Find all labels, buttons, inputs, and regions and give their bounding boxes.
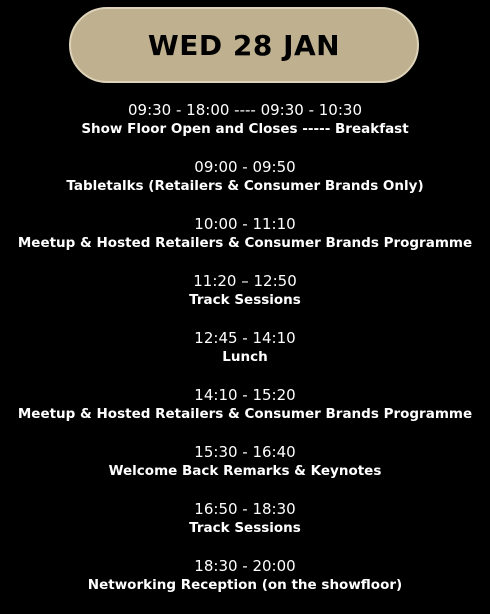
agenda-item-time: 11:20 – 12:50 [193,272,297,290]
agenda-item-title: Networking Reception (on the showfloor) [87,577,403,593]
agenda-item-time: 10:00 - 11:10 [194,215,296,233]
agenda-item-title: Track Sessions [189,520,301,536]
agenda-item [0,386,490,443]
agenda-item-time: 12:45 - 14:10 [194,329,296,347]
agenda-item [0,500,490,557]
agenda-item-title: Show Floor Open and Closes ----- Breakfast [81,121,409,137]
agenda-item-time: 09:00 - 09:50 [194,158,296,176]
agenda-item-title: Meetup & Hosted Retailers & Consumer Brands Programme [17,235,473,251]
agenda-item [0,101,490,158]
agenda-item [0,158,490,215]
agenda-item-time: 15:30 - 16:40 [194,443,296,461]
agenda-item [0,329,490,386]
agenda-item [0,557,490,614]
day-header-pill [69,7,419,83]
agenda-item-title: Tabletalks (Retailers & Consumer Brands Only) [66,178,424,194]
agenda-item [0,272,490,329]
day-title: WED 28 JAN [147,28,341,62]
agenda-item-title: Lunch [222,349,268,365]
agenda-item [0,215,490,272]
agenda-item-time: 09:30 - 18:00 ---- 09:30 - 10:30 [128,101,362,119]
agenda-item-title: Meetup & Hosted Retailers & Consumer Brands Programme [17,406,473,422]
agenda-item-title: Track Sessions [189,292,301,308]
agenda-item-time: 16:50 - 18:30 [194,500,296,518]
agenda-item-time: 14:10 - 15:20 [194,386,296,404]
agenda-list [0,101,490,614]
agenda-item-time: 18:30 - 20:00 [194,557,296,575]
agenda-item-title: Welcome Back Remarks & Keynotes [108,463,382,479]
agenda-item [0,443,490,500]
